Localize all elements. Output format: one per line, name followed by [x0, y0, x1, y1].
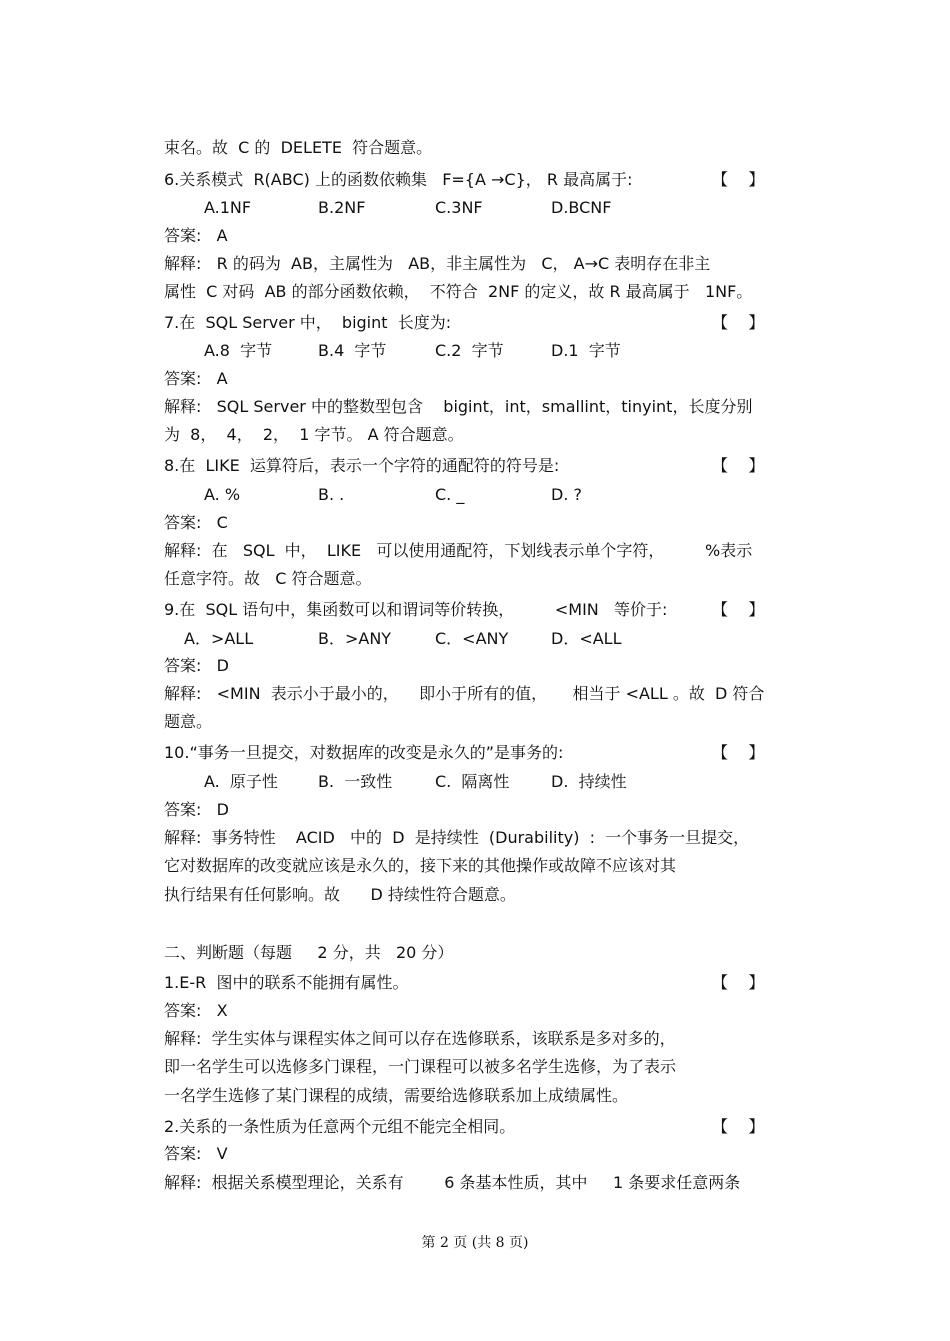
answer-bracket: 【 】	[712, 973, 765, 992]
answer-bracket: 【 】	[712, 313, 765, 332]
explanation-line: 解释: SQL Server 中的整数型包含 bigint，int，smallint，tinyint，长度分别	[164, 397, 753, 416]
answer-line: 答案: D	[164, 800, 229, 819]
option-c: C. 隔离性	[435, 772, 510, 791]
option-a: A.1NF	[204, 198, 252, 217]
section-heading: 二、判断题（每题 2 分，共 20 分）	[164, 943, 454, 962]
option-b: B．>ANY	[318, 629, 392, 648]
question-8: 8.在 LIKE 运算符后，表示一个字符的通配符的符号是:	[164, 456, 560, 475]
explanation-line: 任意字符。故 C 符合题意。	[164, 569, 372, 588]
option-a: A. %	[204, 485, 241, 504]
explanation-line: 解释: 学生实体与课程实体之间可以存在选修联系，该联系是多对多的，	[164, 1029, 676, 1048]
option-b: B.4 字节	[318, 341, 387, 360]
option-d: D. 持续性	[551, 772, 627, 791]
explanation-line: 解释: 根据关系模型理论，关系有 6 条基本性质，其中 1 条要求任意两条	[164, 1173, 741, 1192]
option-b: B.2NF	[318, 198, 366, 217]
page-footer: 第 2 页 (共 8 页)	[421, 1235, 529, 1251]
explanation-line: 执行结果有任何影响。故 D 持续性符合题意。	[164, 885, 516, 904]
answer-bracket: 【 】	[712, 170, 765, 189]
option-b: B. 一致性	[318, 772, 393, 791]
option-d: D.BCNF	[551, 198, 612, 217]
option-c: C. _	[435, 485, 465, 504]
answer-line: 答案: D	[164, 656, 229, 675]
question-10: 10.“事务一旦提交，对数据库的改变是永久的”是事务的:	[164, 743, 564, 762]
answer-line: 答案: X	[164, 1001, 228, 1020]
explanation-line: 即一名学生可以选修多门课程，一门课程可以被多名学生选修，为了表示	[164, 1057, 677, 1076]
explanation-line: 属性 C 对码 AB 的部分函数依赖， 不符合 2NF 的定义，故 R 最高属于 1NF。	[164, 282, 753, 301]
judgement-question-2: 2.关系的一条性质为任意两个元组不能完全相同。	[164, 1117, 516, 1136]
explanation-line: 解释: R 的码为 AB，主属性为 AB，非主属性为 C， A→C 表明存在非主	[164, 254, 711, 273]
question-9: 9.在 SQL 语句中，集函数可以和谓词等价转换， <MIN 等价于:	[164, 600, 668, 619]
question-7: 7.在 SQL Server 中， bigint 长度为:	[164, 313, 452, 332]
judgement-question-1: 1.E-R 图中的联系不能拥有属性。	[164, 973, 409, 992]
answer-bracket: 【 】	[712, 456, 765, 475]
explanation-line: 它对数据库的改变就应该是永久的，接下来的其他操作或故障不应该对其	[164, 856, 677, 875]
answer-bracket: 【 】	[712, 743, 765, 762]
explanation-line: 解释: 事务特性 ACID 中的 D 是持续性 (Durability) : 一个事务一旦提交，	[164, 828, 750, 847]
option-c: C．<ANY	[435, 629, 509, 648]
explanation-line: 解释: 在 SQL 中， LIKE 可以使用通配符，下划线表示单个字符， %表示	[164, 541, 753, 560]
question-6: 6.关系模式 R(ABC) 上的函数依赖集 F={A →C}， R 最高属于:	[164, 170, 633, 189]
option-b: B. .	[318, 485, 345, 504]
explanation-line: 解释: <MIN 表示小于最小的， 即小于所有的值， 相当于 <ALL 。故 D 符合	[164, 684, 765, 703]
explanation-line: 一名学生选修了某门课程的成绩，需要给选修联系加上成绩属性。	[164, 1086, 629, 1105]
option-d: D.1 字节	[551, 341, 621, 360]
option-a: A. 原子性	[204, 772, 278, 791]
answer-line: 答案: A	[164, 369, 228, 388]
option-d: D．<ALL	[551, 629, 622, 648]
option-a: A.8 字节	[204, 341, 273, 360]
explanation-line: 为 8， 4， 2， 1 字节。 A 符合题意。	[164, 425, 464, 444]
answer-line: 答案: V	[164, 1144, 228, 1163]
option-d: D. ?	[551, 485, 582, 504]
option-c: C.2 字节	[435, 341, 504, 360]
option-c: C.3NF	[435, 198, 483, 217]
answer-line: 答案: C	[164, 513, 228, 532]
option-a: A．>ALL	[184, 629, 254, 648]
answer-bracket: 【 】	[712, 1117, 765, 1136]
answer-bracket: 【 】	[712, 600, 765, 619]
text-line: 束名。故 C 的 DELETE 符合题意。	[164, 138, 433, 157]
explanation-line: 题意。	[164, 712, 213, 731]
answer-line: 答案: A	[164, 226, 228, 245]
